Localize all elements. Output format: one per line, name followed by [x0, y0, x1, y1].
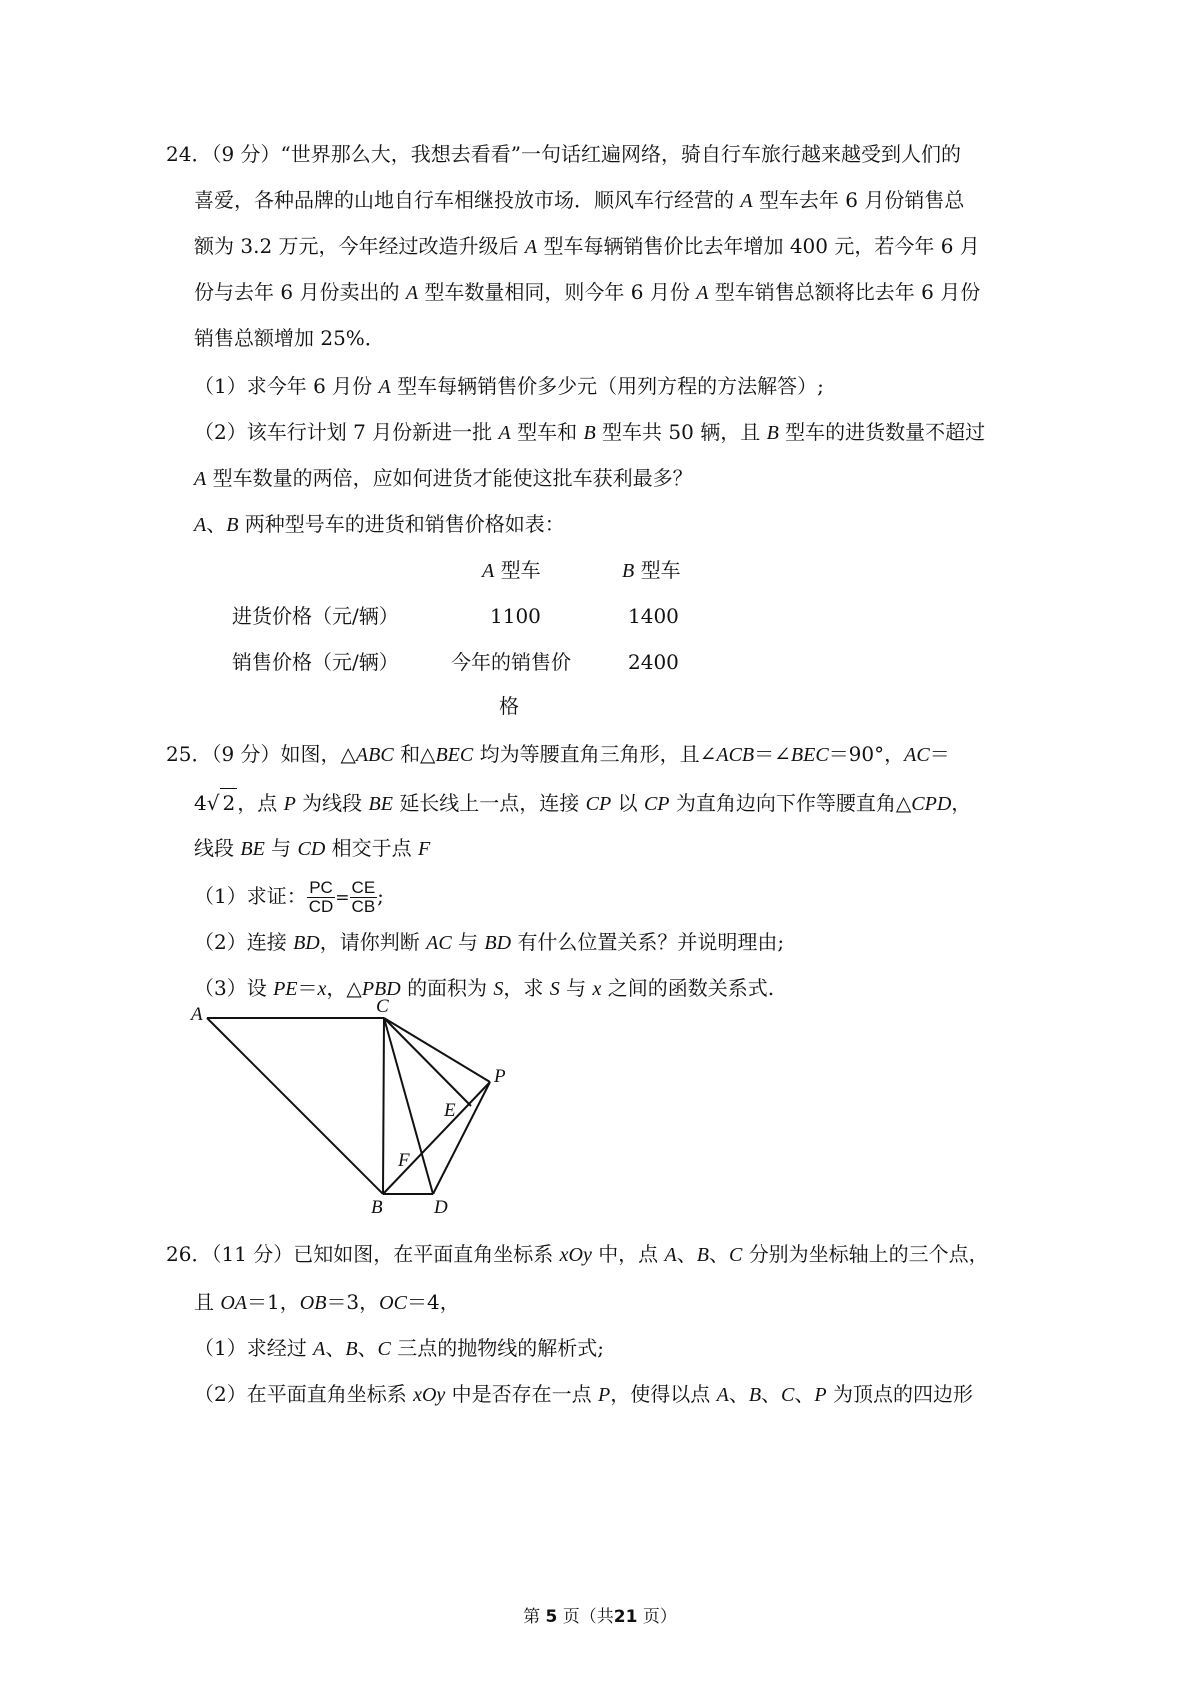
- q25-line-2: 4√ 2 ，点 P 为线段 BE 延长线上一点，连接 CP 以 CP 为直角边向下作等腰直角△CPD，: [194, 788, 971, 818]
- q25-sub-3: （3）设 PE＝x，△PBD 的面积为 S，求 S 与 x 之间的函数关系式.: [194, 976, 775, 1000]
- table-row1-b: 1400: [628, 604, 679, 628]
- segment-cb: [383, 1018, 384, 1194]
- label-d: D: [434, 1197, 448, 1218]
- table-row1-a: 1100: [490, 604, 541, 628]
- table-row1-label: 进货价格（元/辆）: [232, 604, 399, 628]
- q24-sub-2-cont: A 型车数量的两倍，应如何进货才能使这批车获利最多？: [194, 466, 693, 490]
- label-p: P: [494, 1066, 506, 1087]
- page-number: 5: [545, 1607, 558, 1627]
- q26-sub-1: （1）求经过 A、B、C 三点的抛物线的解析式;: [194, 1336, 604, 1360]
- table-row2-b: 2400: [628, 650, 679, 674]
- label-c: C: [376, 996, 389, 1017]
- q24-line-5: 销售总额增加 25%．: [194, 326, 385, 350]
- q24-sub-2: （2）该车行计划 7 月份新进一批 A 型车和 B 型车共 50 辆，且 B 型车的进货数量不超过: [194, 420, 986, 444]
- segment-bp: [383, 1082, 490, 1194]
- q24-table-intro: A、B 两种型号车的进货和销售价格如表：: [194, 512, 565, 536]
- segment-pd: [433, 1082, 490, 1194]
- q25-line-3: 线段 BE 与 CD 相交于点 F: [194, 836, 431, 860]
- q24-line-3: 额为 3.2 万元，今年经过改造升级后 A 型车每辆销售价比去年增加 400 元，若今年 6 月: [194, 234, 980, 258]
- q24-line-4: 份与去年 6 月份卖出的 A 型车数量相同，则今年 6 月份 A 型车销售总额将比去年 6 月份: [194, 280, 981, 304]
- label-f: F: [398, 1150, 410, 1171]
- q25-sub-1: （1）求证： $\frac{PC}{CD}$ = $\frac{CE}{CB}$ ;: [194, 878, 384, 916]
- q25-line-1: 25．（9 分）如图，△ABC 和△BEC 均为等腰直角三角形，且∠ACB＝∠BEC＝90°，AC＝: [166, 742, 950, 766]
- q25-sub-2: （2）连接 BD，请你判断 AC 与 BD 有什么位置关系？并说明理由;: [194, 930, 785, 954]
- q24-sub-1: （1）求今年 6 月份 A 型车每辆销售价多少元（用列方程的方法解答）;: [194, 374, 824, 398]
- table-header-b: B 型车: [622, 558, 681, 582]
- q26-line-1: 26．（11 分）已知如图，在平面直角坐标系 xOy 中，点 A、B、C 分别为坐标轴上的三个点，: [166, 1242, 989, 1266]
- label-b: B: [371, 1197, 383, 1218]
- segment-ab: [207, 1018, 383, 1194]
- q26-line-2: 且 OA＝1，OB＝3，OC＝4，: [194, 1290, 460, 1314]
- fraction-ce-cb: $\frac{CE}{CB}$: [351, 878, 376, 916]
- page-total: 21: [613, 1607, 638, 1627]
- label-e: E: [444, 1100, 456, 1121]
- table-row2-a-wrap: 格: [499, 694, 519, 718]
- table-row2-a: 今年的销售价: [451, 650, 571, 674]
- table-header-a: A 型车: [482, 558, 541, 582]
- table-row2-label: 销售价格（元/辆）: [232, 650, 399, 674]
- label-a: A: [191, 1004, 203, 1025]
- q24-line-2: 喜爱，各种品牌的山地自行车相继投放市场．顺风车行经营的 A 型车去年 6 月份销售总: [194, 188, 965, 212]
- q26-sub-2: （2）在平面直角坐标系 xOy 中是否存在一点 P，使得以点 A、B、C、P 为顶点的四边形: [194, 1382, 973, 1406]
- fraction-pc-cd: $\frac{PC}{CD}$: [308, 878, 334, 916]
- q24-line-1: 24．（9 分）“世界那么大，我想去看看”一句话红遍网络，骑自行车旅行越来越受到人们的: [166, 142, 961, 166]
- sqrt-symbol: √: [206, 791, 220, 815]
- page-footer: 第 5 页（共21 页）: [523, 1607, 677, 1627]
